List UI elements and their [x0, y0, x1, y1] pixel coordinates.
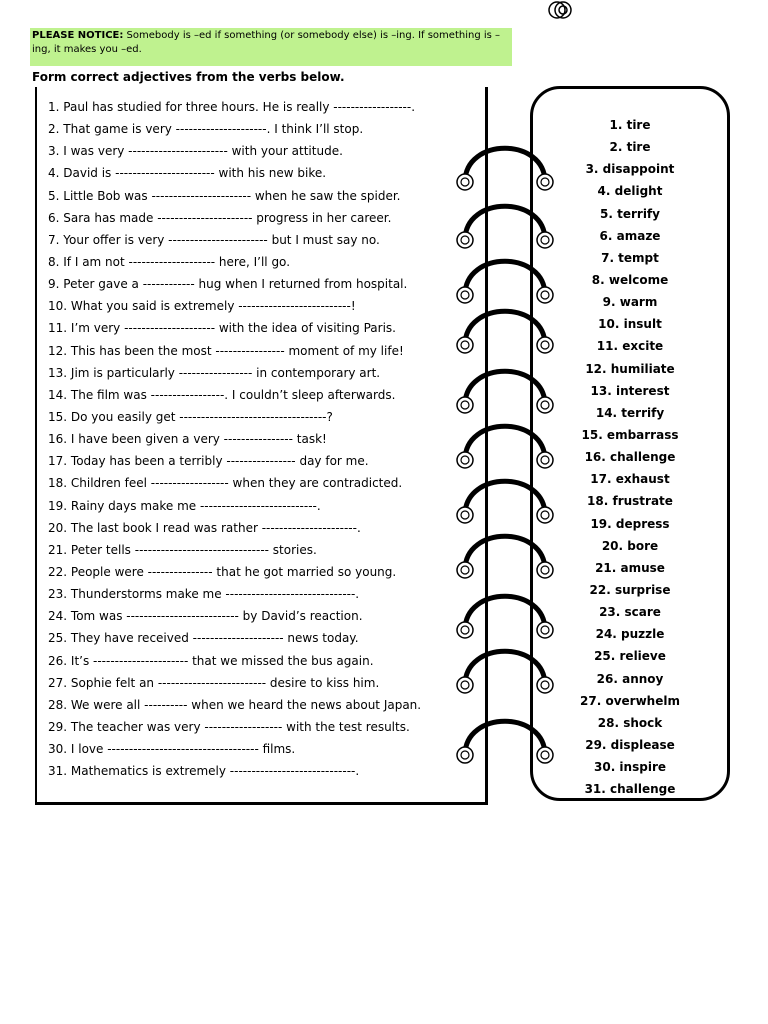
sentence-item: 25. They have received --------------------- news today.	[48, 631, 359, 646]
verb-item: 14. terrify	[595, 405, 665, 420]
sentence-item: 10. What you said is extremely --------------------------!	[48, 299, 356, 314]
verb-item: 2. tire	[609, 140, 651, 155]
ring-hole	[457, 287, 473, 303]
verb-item: 4. delight	[597, 184, 663, 199]
sentence-item: 26. It’s ---------------------- that we missed the bus again.	[48, 653, 374, 668]
ring-arc	[465, 206, 545, 240]
ring-hole	[537, 562, 553, 578]
verb-item: 31. challenge	[584, 782, 676, 797]
verb-item: 5. terrify	[600, 206, 660, 221]
verb-item: 16. challenge	[584, 450, 676, 465]
sentence-item: 1. Paul has studied for three hours. He is really ------------------.	[48, 100, 416, 114]
ring-hole	[537, 232, 553, 248]
verb-item: 13. interest	[590, 383, 670, 398]
verb-item: 7. tempt	[601, 250, 659, 265]
sentence-item: 20. The last book I read was rather ----------------------.	[48, 520, 361, 535]
binder-rings	[450, 130, 570, 770]
verb-item: 23. scare	[599, 605, 661, 620]
sentence-item: 27. Sophie felt an ------------------------- desire to kiss him.	[48, 675, 380, 690]
verb-item: 28. shock	[597, 715, 663, 730]
ring-hole	[537, 337, 553, 353]
ring-hole	[457, 622, 473, 638]
verb-item: 30. inspire	[594, 760, 666, 775]
ring-hole	[457, 677, 473, 693]
ring-hole	[537, 677, 553, 693]
ring-arc	[465, 311, 545, 345]
sentence-item: 12. This has been the most ---------------- moment of my life!	[48, 343, 404, 358]
verb-item: 3. disappoint	[585, 162, 675, 177]
verb-item: 26. annoy	[596, 671, 664, 686]
ring-arc	[465, 148, 545, 182]
ring-hole	[457, 397, 473, 413]
verb-item: 6. amaze	[599, 228, 661, 243]
verb-item: 8. welcome	[591, 272, 669, 287]
ring-hole	[537, 287, 553, 303]
verb-item: 21. amuse	[595, 560, 665, 575]
verb-item: 11. excite	[596, 339, 664, 354]
sentence-item: 8. If I am not -------------------- here, I’ll go.	[48, 254, 291, 269]
verb-item: 24. puzzle	[595, 627, 665, 642]
sentence-item: 3. I was very ----------------------- with your attitude.	[48, 144, 343, 159]
sentence-item: 16. I have been given a very ---------------- task!	[48, 432, 327, 447]
verb-item: 10. insult	[598, 317, 662, 332]
ring-hole	[457, 232, 473, 248]
verbs-list	[560, 114, 700, 800]
ring-hole	[457, 747, 473, 763]
sentence-item: 4. David is ----------------------- with his new bike.	[48, 166, 327, 181]
verb-item: 17. exhaust	[590, 472, 670, 487]
ring-arc	[465, 261, 545, 295]
ring-arc	[465, 426, 545, 460]
sentence-item: 31. Mathematics is extremely -----------------------------.	[48, 764, 360, 779]
ring-hole	[537, 622, 553, 638]
sentence-item: 9. Peter gave a ------------ hug when I returned from hospital.	[48, 277, 408, 292]
sentence-item: 30. I love ----------------------------------- films.	[48, 742, 296, 757]
sentence-item: 15. Do you easily get ----------------------------------?	[48, 409, 333, 424]
sentence-item: 24. Tom was -------------------------- by David’s reaction.	[48, 609, 363, 624]
verb-item: 15. embarrass	[581, 427, 679, 442]
sentence-item: 21. Peter tells ------------------------------- stories.	[48, 542, 317, 557]
ring-arc	[465, 596, 545, 630]
ring-hole	[457, 507, 473, 523]
sentence-item: 23. Thunderstorms make me ------------------------------.	[48, 587, 360, 602]
verb-item: 20. bore	[601, 538, 659, 553]
notice-banner	[30, 28, 512, 66]
instructions: Form correct adjectives from the verbs below.	[32, 70, 345, 84]
ring-hole	[537, 747, 553, 763]
verb-item: 22. surprise	[589, 582, 671, 597]
ring-arc	[465, 481, 545, 515]
verb-item: 12. humiliate	[585, 361, 675, 376]
sentence-item: 28. We were all ---------- when we heard the news about Japan.	[48, 697, 422, 712]
verb-item: 29. displease	[585, 737, 675, 752]
ring-hole	[537, 452, 553, 468]
ring-hole	[457, 452, 473, 468]
sentences-list	[48, 96, 478, 782]
sentence-item: 2. That game is very ---------------------. I think I’ll stop.	[48, 122, 364, 137]
verb-item: 25. relieve	[594, 649, 666, 664]
verb-item: 27. overwhelm	[580, 693, 680, 708]
sentence-item: 13. Jim is particularly ----------------- in contemporary art.	[48, 365, 381, 380]
ring-hole	[457, 337, 473, 353]
verb-item: 9. warm	[602, 295, 658, 310]
verb-item: 19. depress	[590, 516, 670, 531]
ring-hole	[537, 174, 553, 190]
ring-hole	[457, 562, 473, 578]
sentence-item: 11. I’m very --------------------- with the idea of visiting Paris.	[48, 321, 396, 336]
ring-hole	[537, 397, 553, 413]
ring-hole	[537, 507, 553, 523]
sentence-item: 22. People were --------------- that he got married so young.	[48, 564, 397, 579]
notice-label: PLEASE NOTICE:	[32, 30, 124, 41]
sentence-item: 6. Sara has made ---------------------- progress in her career.	[48, 210, 392, 225]
ring-arc	[465, 371, 545, 405]
logo-icon	[546, 0, 578, 20]
ring-arc	[465, 536, 545, 570]
sentence-item: 19. Rainy days make me ---------------------------.	[48, 498, 321, 513]
sentence-item: 7. Your offer is very ----------------------- but I must say no.	[48, 232, 380, 247]
sentence-item: 5. Little Bob was ----------------------- when he saw the spider.	[48, 188, 401, 203]
sentence-item: 29. The teacher was very ------------------ with the test results.	[48, 719, 410, 734]
sentence-item: 18. Children feel ------------------ when they are contradicted.	[48, 476, 403, 491]
verb-item: 1. tire	[609, 118, 651, 132]
ring-hole	[457, 174, 473, 190]
ring-arc	[465, 651, 545, 685]
verb-item: 18. frustrate	[587, 494, 673, 509]
notice-text: Somebody is –ed if something (or somebody else) is –ing. If something is –ing, it makes you –ed.	[32, 30, 501, 55]
sentence-item: 14. The film was -----------------. I couldn’t sleep afterwards.	[48, 387, 396, 402]
sentence-item: 17. Today has been a terribly ---------------- day for me.	[48, 454, 369, 469]
ring-arc	[465, 721, 545, 755]
